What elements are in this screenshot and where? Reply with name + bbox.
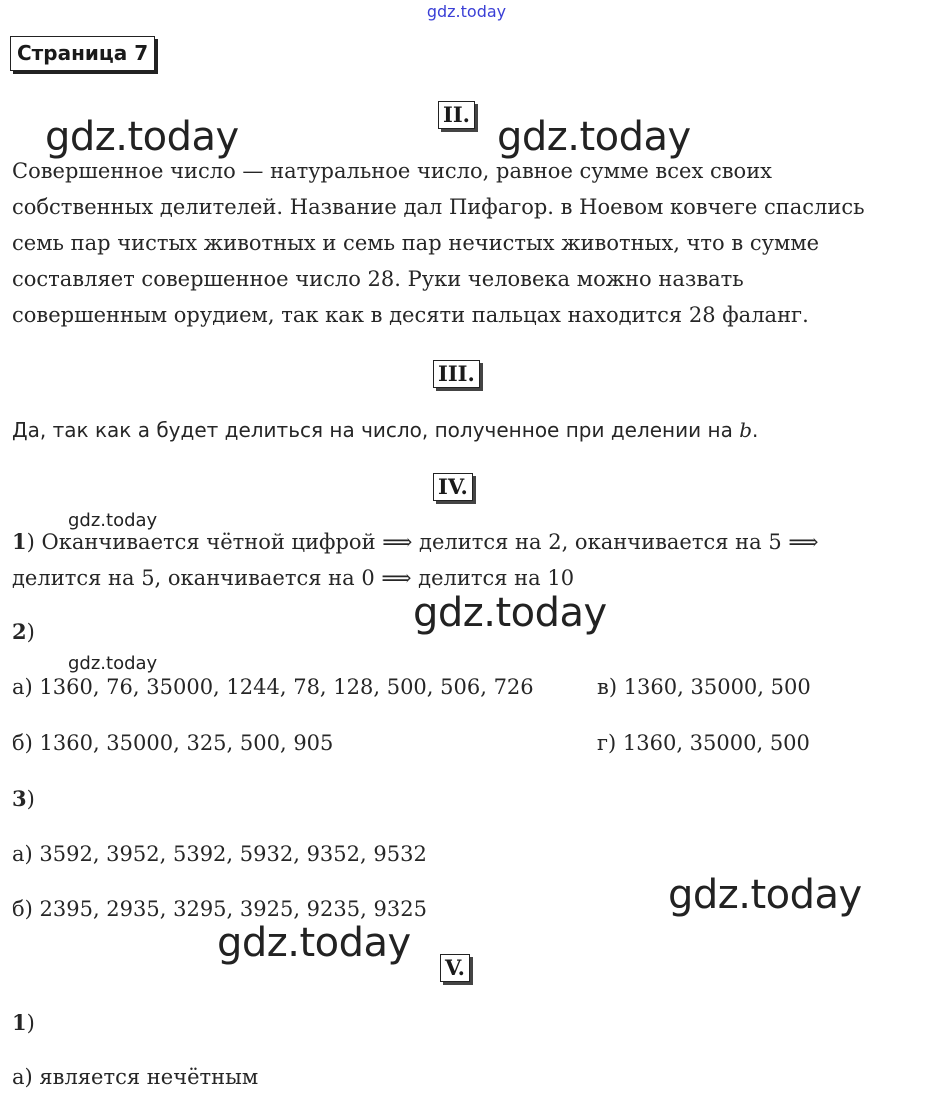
section-iv-item-3-label [12,781,35,817]
section-v-heading: V. [440,954,470,982]
section-iv-item-1-text: ) Оканчивается чётной цифрой ⟹ делится на 2, оканчивается на 5 ⟹ [26,530,819,554]
section-ii-line-5: совершенным орудием, так как в десяти пальцах находится 28 фаланг. [12,303,809,327]
watermark-3: gdz.today [413,590,607,636]
section-iv-item-3-number: 3 [12,786,27,811]
section-iii-heading: III. [433,360,480,388]
section-iv-item-2-a: а) 1360, 76, 35000, 1244, 78, 128, 500, 506, 726 [12,675,534,699]
watermark-small-1: gdz.today [68,510,158,531]
section-iv-item-2-number: 2 [12,619,27,644]
section-iv-item-2-label [12,614,35,650]
section-ii-heading: II. [438,101,475,129]
watermark-top: gdz.today [426,2,507,21]
section-iv-heading: IV. [433,473,473,501]
section-iv-item-3-paren: ) [26,787,35,811]
page-label: Страница 7 [10,36,155,71]
section-iv-item-1-line-2: делится на 5, оканчивается на 0 ⟹ делится на 10 [12,566,575,590]
section-v-item-1-number: 1 [12,1010,27,1035]
section-iv-item-2-g: г) 1360, 35000, 500 [597,731,810,755]
section-iii-var-b: b [739,418,752,442]
section-v-item-1-label [12,1005,35,1041]
section-iii-text [12,412,758,448]
section-iv-item-3-b: б) 2395, 2935, 3295, 3925, 9235, 9325 [12,897,427,921]
section-iv-item-1-line-1 [12,524,819,560]
section-iv-item-2-b: б) 1360, 35000, 325, 500, 905 [12,731,334,755]
watermark-4: gdz.today [668,872,862,918]
section-v-item-1-paren: ) [26,1011,35,1035]
section-ii-line-4: составляет совершенное число 28. Руки человека можно назвать [12,267,744,291]
section-v-item-1-a: а) является нечётным [12,1065,259,1089]
section-iii-sentence: Да, так как a будет делиться на число, полученное при делении на [12,418,740,442]
section-iv-item-2-v: в) 1360, 35000, 500 [597,675,811,699]
watermark-2: gdz.today [497,114,691,160]
watermark-small-2: gdz.today [68,653,158,674]
section-iv-item-3-a: а) 3592, 3952, 5392, 5932, 9352, 9532 [12,842,427,866]
watermark-1: gdz.today [45,114,239,160]
watermark-5: gdz.today [217,920,411,966]
section-iii-period: . [752,418,759,442]
section-ii-line-3: семь пар чистых животных и семь пар нечистых животных, что в сумме [12,231,820,255]
section-ii-line-1: Совершенное число — натуральное число, равное сумме всех своих [12,159,773,183]
section-iv-item-2-paren: ) [26,620,35,644]
section-ii-line-2: собственных делителей. Название дал Пифагор. в Ноевом ковчеге спаслись [12,195,865,219]
section-iv-item-1-number: 1 [12,529,27,554]
